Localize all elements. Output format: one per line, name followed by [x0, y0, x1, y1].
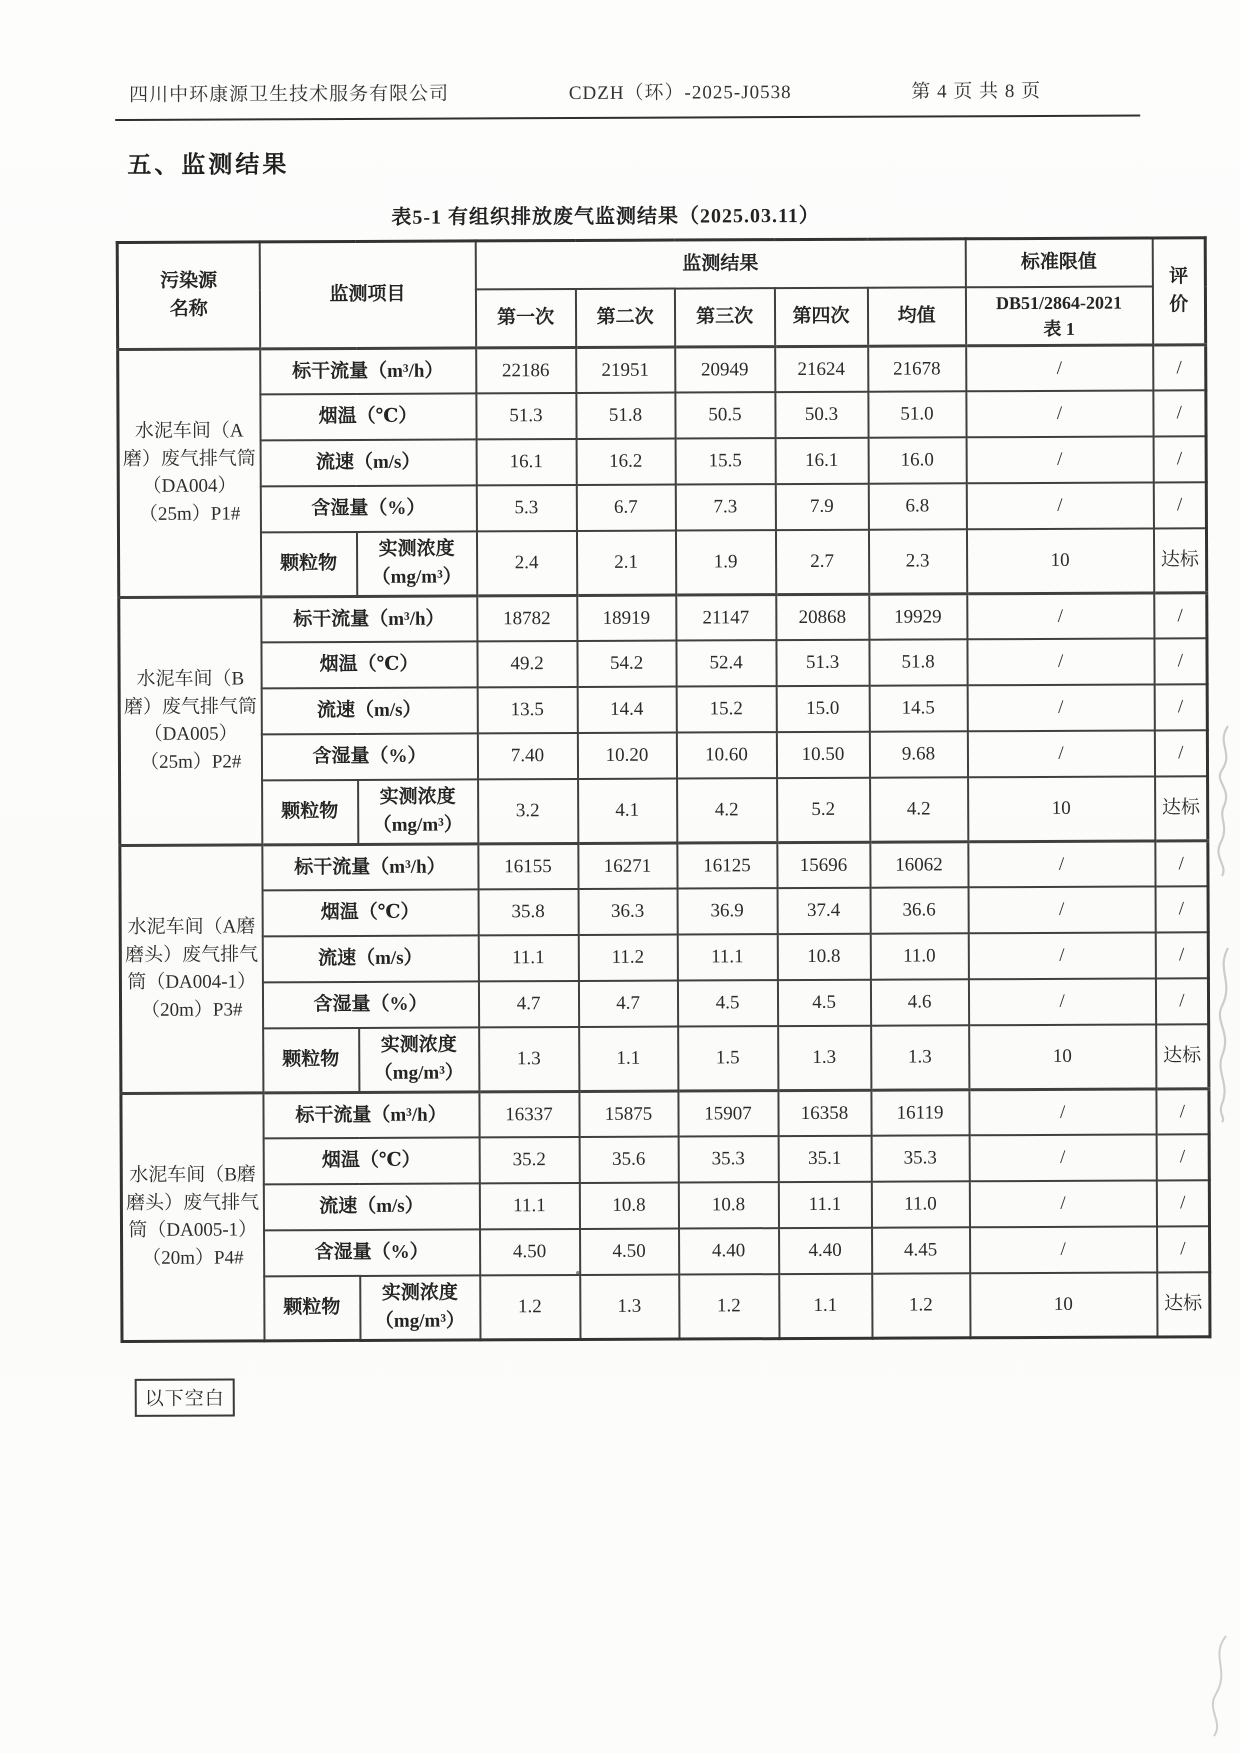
table-row [120, 776, 1208, 845]
value-cell: 35.8 [478, 889, 578, 935]
header-run-2: 第二次 [575, 288, 674, 347]
header-evaluation: 评 价 [1152, 238, 1205, 345]
value-cell: 51.8 [869, 639, 967, 685]
value-cell: 11.1 [479, 1183, 579, 1229]
margin-scribble [1210, 944, 1238, 1124]
limit-cell: / [966, 345, 1153, 392]
value-cell: 36.9 [677, 888, 777, 934]
value-cell: 15.5 [675, 438, 775, 484]
value-cell: 15907 [678, 1090, 778, 1136]
value-cell: 11.1 [778, 1182, 871, 1228]
item-subname-cell: 实测浓度 （mg/m³） [360, 1276, 480, 1341]
limit-cell: 10 [970, 1273, 1157, 1338]
value-cell: 4.50 [480, 1229, 580, 1275]
evaluation-cell: / [1155, 886, 1208, 932]
table-row [122, 1226, 1210, 1277]
value-cell: 16.1 [476, 439, 576, 485]
table-row [121, 1180, 1209, 1231]
header-run-3: 第三次 [674, 288, 774, 347]
value-cell: 16.1 [775, 438, 868, 484]
table-body [118, 344, 1210, 1341]
value-cell: 15875 [579, 1091, 678, 1137]
item-name-cell: 流速（m/s） [260, 440, 476, 487]
value-cell: 5.2 [777, 778, 870, 842]
value-cell: 1.9 [675, 530, 775, 594]
limit-cell: / [970, 1227, 1157, 1274]
page-number: 第 4 页 共 8 页 [911, 80, 1042, 103]
value-cell: 16271 [578, 843, 677, 889]
item-name-cell: 烟温（℃） [262, 890, 478, 937]
evaluation-cell: / [1153, 436, 1206, 482]
evaluation-cell: / [1153, 390, 1206, 436]
item-name-cell: 含湿量（%） [260, 486, 476, 533]
table-row [120, 840, 1208, 891]
value-cell: 4.1 [578, 779, 677, 843]
value-cell: 20949 [675, 346, 775, 392]
value-cell: 21624 [775, 346, 868, 392]
value-cell: 15696 [777, 842, 870, 888]
pollution-source-cell: 水泥车间（B磨磨头）废气排气筒（DA005-1）（20m）P4# [121, 1093, 264, 1342]
item-subname-cell: 实测浓度 （mg/m³） [358, 780, 478, 845]
evaluation-cell: 达标 [1155, 776, 1208, 840]
value-cell: 16337 [479, 1091, 579, 1137]
value-cell: 35.1 [778, 1136, 871, 1182]
table-row [119, 684, 1207, 735]
table-row [119, 638, 1207, 689]
item-name-cell: 流速（m/s） [261, 688, 477, 735]
value-cell: 4.50 [580, 1229, 679, 1275]
value-cell: 1.1 [579, 1027, 678, 1091]
margin-scribble [1206, 722, 1238, 880]
value-cell: 51.8 [576, 393, 675, 439]
table-row [121, 1134, 1209, 1185]
value-cell: 16.0 [868, 437, 966, 483]
value-cell: 16358 [778, 1090, 871, 1136]
value-cell: 51.3 [776, 640, 869, 686]
value-cell: 10.20 [577, 733, 676, 779]
value-cell: 1.1 [779, 1274, 872, 1338]
value-cell: 35.2 [479, 1137, 579, 1183]
doc-code: CDZH（环）-2025-J0538 [568, 82, 792, 105]
value-cell: 4.7 [478, 981, 578, 1027]
limit-cell: / [966, 437, 1153, 484]
item-name-cell: 烟温（℃） [260, 394, 476, 441]
value-cell: 11.2 [578, 935, 677, 981]
item-name-cell: 流速（m/s） [263, 1184, 479, 1231]
margin-scribble [1196, 1630, 1236, 1740]
value-cell: 4.40 [779, 1228, 872, 1274]
limit-cell: 10 [968, 777, 1155, 842]
item-name-cell: 含湿量（%） [262, 982, 478, 1029]
value-cell: 18919 [577, 595, 676, 641]
table-row [118, 528, 1206, 597]
value-cell: 2.7 [775, 530, 868, 594]
value-cell: 6.7 [576, 485, 675, 531]
value-cell: 11.1 [677, 934, 777, 980]
limit-cell: / [968, 887, 1155, 934]
value-cell: 1.2 [480, 1275, 580, 1339]
value-cell: 16119 [871, 1089, 969, 1135]
pollution-source-cell: 水泥车间（A磨磨头）废气排气筒（DA004-1）（20m）P3# [120, 845, 263, 1094]
table-row [121, 1088, 1209, 1139]
limit-cell: / [968, 933, 1155, 980]
item-subname-cell: 实测浓度 （mg/m³） [356, 532, 476, 597]
value-cell: 50.5 [675, 392, 775, 438]
value-cell: 6.8 [868, 483, 966, 529]
value-cell: 49.2 [477, 641, 577, 687]
value-cell: 5.3 [476, 485, 576, 531]
value-cell: 4.7 [578, 981, 677, 1027]
monitoring-results-table [116, 236, 1212, 1342]
value-cell: 1.2 [872, 1273, 970, 1337]
value-cell: 10.50 [776, 732, 869, 778]
evaluation-cell: / [1156, 1180, 1209, 1226]
header-divider [115, 115, 1140, 121]
header-run-4: 第四次 [774, 287, 867, 346]
pollution-source-cell: 水泥车间（A磨）废气排气筒（DA004）（25m）P1# [118, 349, 261, 598]
header-standard-limit-code: DB51/2864-2021 表 1 [965, 286, 1152, 346]
evaluation-cell: / [1156, 1088, 1209, 1134]
value-cell: 2.4 [476, 531, 576, 595]
value-cell: 19929 [869, 593, 967, 639]
value-cell: 36.6 [870, 887, 968, 933]
header-pollution-source: 污染源 名称 [117, 242, 259, 349]
table-row [118, 482, 1206, 533]
evaluation-cell: 达标 [1157, 1272, 1210, 1336]
value-cell: 11.0 [871, 1181, 969, 1227]
item-name-cell: 颗粒物 [260, 532, 356, 596]
value-cell: 4.45 [872, 1227, 970, 1273]
limit-cell: 10 [967, 529, 1154, 594]
value-cell: 50.3 [775, 392, 868, 438]
value-cell: 10.60 [676, 732, 776, 778]
value-cell: 2.1 [576, 531, 675, 595]
ink-speck [576, 1271, 580, 1275]
value-cell: 1.3 [580, 1275, 679, 1339]
evaluation-cell: / [1155, 840, 1208, 886]
limit-cell: / [969, 1135, 1156, 1182]
header-monitoring-result: 监测结果 [475, 239, 965, 289]
blank-note-box [135, 1378, 235, 1416]
table-row [118, 436, 1206, 487]
limit-cell: / [966, 391, 1153, 438]
header-standard-limit: 标准限值 [965, 238, 1152, 287]
value-cell: 1.2 [679, 1274, 779, 1338]
limit-cell: 10 [969, 1025, 1156, 1090]
value-cell: 1.3 [778, 1026, 871, 1090]
evaluation-cell: / [1155, 932, 1208, 978]
value-cell: 21147 [676, 594, 776, 640]
limit-cell: / [969, 1181, 1156, 1228]
item-name-cell: 标干流量（m³/h） [260, 348, 476, 395]
evaluation-cell: / [1154, 592, 1207, 638]
table-header-row [117, 238, 1205, 291]
value-cell: 35.6 [579, 1137, 678, 1183]
value-cell: 2.3 [868, 529, 966, 593]
item-name-cell: 烟温（℃） [261, 642, 477, 689]
value-cell: 11.1 [478, 935, 578, 981]
company-name: 四川中环康源卫生技术服务有限公司 [129, 83, 450, 106]
evaluation-cell: / [1156, 1134, 1209, 1180]
evaluation-cell: 达标 [1156, 1024, 1209, 1088]
evaluation-cell: / [1155, 978, 1208, 1024]
value-cell: 9.68 [869, 731, 967, 777]
section-title: 五、监测结果 [127, 152, 290, 179]
evaluation-cell: / [1154, 684, 1207, 730]
value-cell: 4.6 [870, 979, 968, 1025]
table-row [120, 932, 1208, 983]
evaluation-cell: / [1153, 482, 1206, 528]
value-cell: 10.8 [777, 934, 870, 980]
value-cell: 16.2 [576, 439, 675, 485]
value-cell: 11.0 [870, 933, 968, 979]
value-cell: 1.3 [871, 1025, 969, 1089]
item-name-cell: 流速（m/s） [262, 936, 478, 983]
limit-cell: / [967, 593, 1154, 640]
value-cell: 4.2 [677, 778, 777, 842]
header-run-1: 第一次 [475, 288, 575, 347]
table-row [119, 730, 1207, 781]
value-cell: 4.2 [870, 777, 968, 841]
evaluation-cell: 达标 [1154, 528, 1207, 592]
item-subname-cell: 实测浓度 （mg/m³） [359, 1028, 479, 1093]
value-cell: 52.4 [676, 640, 776, 686]
value-cell: 22186 [476, 347, 576, 393]
value-cell: 14.4 [577, 687, 676, 733]
limit-cell: / [968, 979, 1155, 1026]
value-cell: 16062 [870, 841, 968, 887]
limit-cell: / [967, 639, 1154, 686]
value-cell: 21678 [868, 345, 966, 391]
value-cell: 1.3 [479, 1027, 579, 1091]
item-name-cell: 标干流量（m³/h） [262, 844, 478, 891]
value-cell: 7.9 [775, 484, 868, 530]
table-row [118, 344, 1206, 395]
header-monitoring-item: 监测项目 [259, 241, 475, 349]
item-name-cell: 颗粒物 [262, 780, 358, 844]
limit-cell: / [968, 841, 1155, 888]
value-cell: 21951 [576, 347, 675, 393]
value-cell: 4.5 [777, 980, 870, 1026]
document-header [129, 76, 1041, 107]
page-content [115, 75, 1213, 1416]
value-cell: 1.5 [678, 1026, 778, 1090]
pollution-source-cell: 水泥车间（B磨）废气排气筒（DA005）（25m）P2# [119, 597, 262, 846]
table-row [121, 1024, 1209, 1093]
limit-cell: / [967, 731, 1154, 778]
value-cell: 3.2 [478, 779, 578, 843]
table-title: 表5-1 有组织排放废气监测结果（2025.03.11） [391, 204, 820, 229]
item-name-cell: 标干流量（m³/h） [261, 596, 477, 643]
table-row [119, 592, 1207, 643]
value-cell: 15.0 [776, 686, 869, 732]
value-cell: 20868 [776, 594, 869, 640]
header-run-avg: 均值 [867, 287, 965, 346]
table-row [118, 390, 1206, 441]
value-cell: 51.0 [868, 391, 966, 437]
limit-cell: / [969, 1089, 1156, 1136]
value-cell: 13.5 [477, 687, 577, 733]
blank-note-label: 以下空白 [144, 1388, 225, 1410]
value-cell: 16155 [478, 843, 578, 889]
value-cell: 4.40 [679, 1228, 779, 1274]
item-name-cell: 含湿量（%） [264, 1230, 480, 1277]
value-cell: 51.3 [476, 393, 576, 439]
value-cell: 35.3 [871, 1135, 969, 1181]
limit-cell: / [967, 685, 1154, 732]
evaluation-cell: / [1157, 1226, 1210, 1272]
item-name-cell: 颗粒物 [263, 1028, 359, 1092]
table-row [120, 886, 1208, 937]
value-cell: 10.8 [579, 1183, 678, 1229]
value-cell: 10.8 [678, 1182, 778, 1228]
evaluation-cell: / [1154, 730, 1207, 776]
value-cell: 36.3 [578, 889, 677, 935]
evaluation-cell: / [1154, 638, 1207, 684]
value-cell: 54.2 [577, 641, 676, 687]
item-name-cell: 颗粒物 [264, 1276, 360, 1340]
value-cell: 37.4 [777, 888, 870, 934]
value-cell: 16125 [677, 842, 777, 888]
value-cell: 4.5 [677, 980, 777, 1026]
value-cell: 7.3 [675, 484, 775, 530]
value-cell: 7.40 [477, 733, 577, 779]
table-row [122, 1272, 1210, 1341]
value-cell: 18782 [477, 595, 577, 641]
value-cell: 35.3 [678, 1136, 778, 1182]
item-name-cell: 烟温（℃） [263, 1138, 479, 1185]
value-cell: 15.2 [676, 686, 776, 732]
table-row [120, 978, 1208, 1029]
item-name-cell: 标干流量（m³/h） [263, 1092, 479, 1139]
limit-cell: / [966, 483, 1153, 530]
value-cell: 14.5 [869, 685, 967, 731]
item-name-cell: 含湿量（%） [261, 734, 477, 781]
evaluation-cell: / [1153, 344, 1206, 390]
